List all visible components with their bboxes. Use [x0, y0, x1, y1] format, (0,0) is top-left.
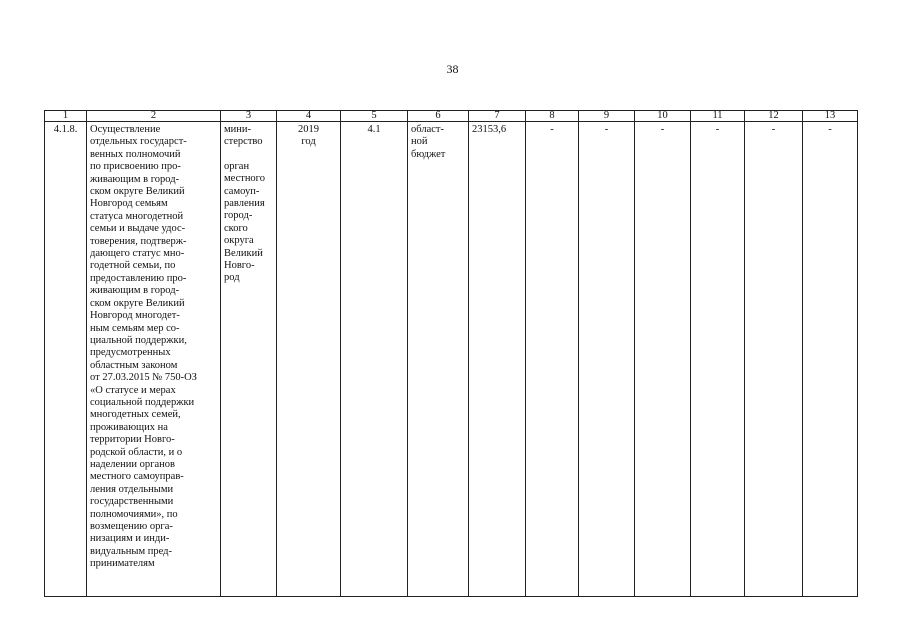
col12-value: -: [771, 124, 776, 135]
funding-amount: 23153,6: [472, 124, 507, 135]
col12-cell: [745, 122, 803, 597]
column-header-11: 11: [691, 111, 745, 122]
target-index: 4.1: [367, 124, 381, 135]
description-cell: [87, 122, 221, 597]
col8-value: -: [550, 124, 554, 135]
column-header-3: 3: [221, 111, 277, 122]
col11-value: -: [715, 124, 720, 135]
executor-ministry: мини- стерство: [224, 124, 263, 148]
source-cell: [408, 122, 469, 597]
column-header-5: 5: [341, 111, 408, 122]
implementation-year: 2019 год: [298, 124, 319, 148]
row-number: 4.1.8.: [53, 124, 78, 135]
column-header-6: 6: [408, 111, 469, 122]
column-header-1: 1: [45, 111, 87, 122]
executor-cell: [221, 122, 277, 597]
column-header-10: 10: [635, 111, 691, 122]
col9-value: -: [604, 124, 609, 135]
column-header-12: 12: [745, 111, 803, 122]
year-cell: [277, 122, 341, 597]
col9-cell: [579, 122, 635, 597]
target-index-cell: [341, 122, 408, 597]
col13-value: -: [828, 124, 832, 135]
table-row: [45, 122, 858, 597]
column-header-9: 9: [579, 111, 635, 122]
column-number-row: [45, 111, 858, 122]
program-table: [44, 110, 858, 597]
col8-cell: [526, 122, 579, 597]
amount-cell: [469, 122, 526, 597]
row-number-cell: [45, 122, 87, 597]
col11-cell: [691, 122, 745, 597]
column-header-8: 8: [526, 111, 579, 122]
col13-cell: [803, 122, 858, 597]
column-header-2: 2: [87, 111, 221, 122]
column-header-13: 13: [803, 111, 858, 122]
measure-description: Осуществление отдельных государст- венных полномочий по присвоению про- живающим в город- ском округе Великий Новгород семьям статуса многодетной семьи и выдаче удос- товерения, подтверж- дающего статус мно- годетной семьи, по предоставлению про- живающим в город- ском округе Великий Новгород многодет- ным семьям мер со- циальной поддержки, предусмотренных областным законом от 27.03.2015 № 750-ОЗ «О статусе и мерах социальной поддержки многодетных семей, проживающих на территории Новго- родской области, и о наделении органов местного самоуправ- ления отдельными государственными полномочиями», по возмещению орга- низациям и инди- видуальным пред- принимателям: [90, 124, 197, 570]
funding-source: област- ной бюджет: [411, 124, 446, 160]
executor-local-government: орган местного самоуп- равления город- ского округа Великий Новго- род: [224, 160, 265, 284]
page-number: 38: [446, 62, 459, 76]
col10-cell: [635, 122, 691, 597]
column-header-7: 7: [469, 111, 526, 122]
col10-value: -: [660, 124, 665, 135]
column-header-4: 4: [277, 111, 341, 122]
